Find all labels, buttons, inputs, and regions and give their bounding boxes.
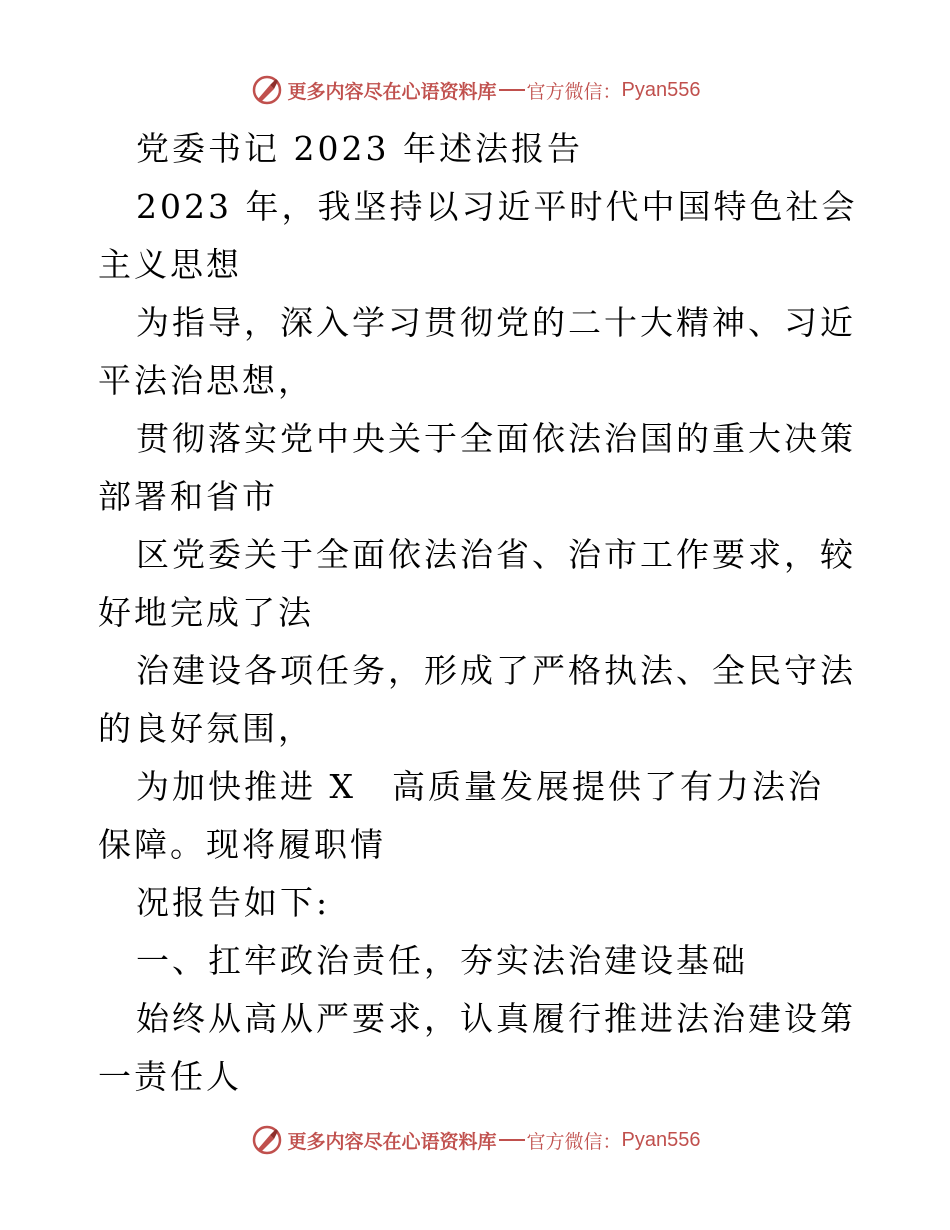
footer-watermark-banner — [0, 1120, 950, 1160]
paragraph-line: 2023 年，我坚持以习近平时代中国特色社会主义思想 — [98, 187, 858, 284]
paragraph-line: 始终从高从严要求，认真履行推进法治建设第一责任人 — [98, 999, 856, 1096]
paragraph-line: 贯彻落实党中央关于全面依法治国的重大决策部署和省市 — [98, 419, 856, 516]
paragraph-line: 区党委关于全面依法治省、治市工作要求，较好地完成了法 — [98, 535, 856, 632]
document-body — [98, 120, 858, 1106]
paragraph-line: 为指导，深入学习贯彻党的二十大精神、习近平法治思想， — [98, 303, 856, 400]
watermark-wechat-label: 官方微信： — [526, 1130, 622, 1153]
watermark-dash — [499, 1139, 525, 1141]
watermark-brand-text: 更多内容尽在心语资料库 — [287, 80, 497, 103]
header-watermark-banner — [0, 70, 950, 110]
pen-nib-logo-icon — [250, 73, 284, 107]
watermark-wechat-label: 官方微信： — [526, 80, 622, 103]
pen-nib-logo-icon — [250, 1123, 284, 1157]
watermark-dash — [499, 89, 525, 91]
watermark-brand-text: 更多内容尽在心语资料库 — [287, 1130, 497, 1153]
paragraph-line: 为加快推进 X 高质量发展提供了有力法治保障。现将履职情 — [98, 767, 824, 864]
section-heading: 一、扛牢政治责任，夯实法治建设基础 — [136, 941, 748, 980]
paragraph-line: 况报告如下: — [136, 883, 331, 922]
watermark-wechat-id: Pyan556 — [621, 78, 701, 101]
paragraph-line: 治建设各项任务，形成了严格执法、全民守法的良好氛围， — [98, 651, 856, 748]
watermark-wechat-id: Pyan556 — [621, 1128, 701, 1151]
document-title: 党委书记 2023 年述法报告 — [136, 129, 583, 168]
